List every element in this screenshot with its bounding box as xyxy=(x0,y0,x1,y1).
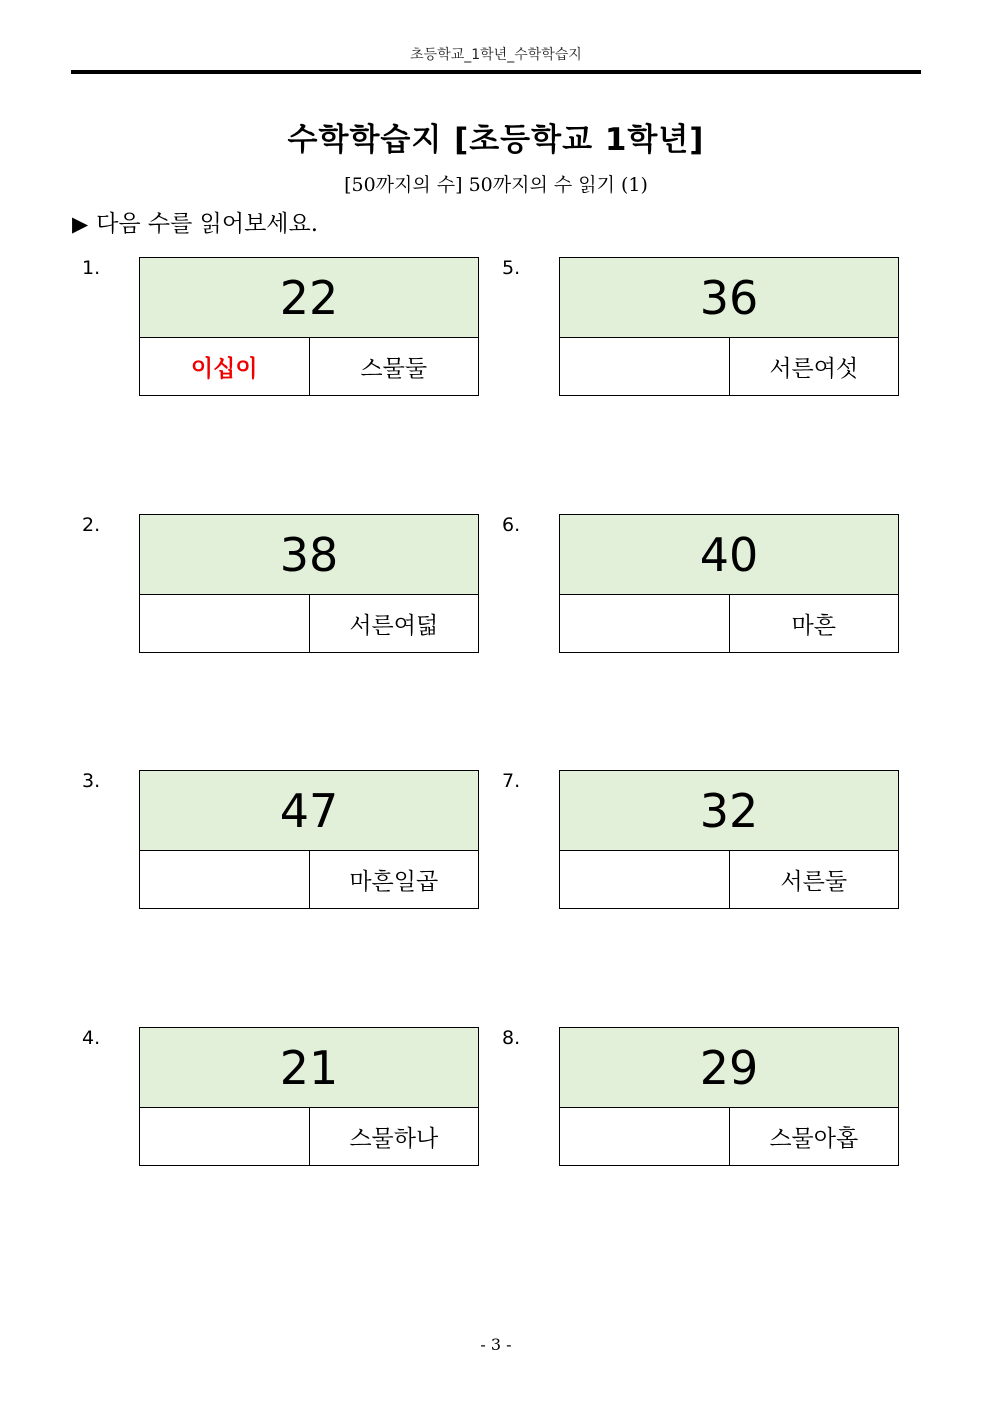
answer-cell[interactable] xyxy=(560,851,730,909)
problem-label: 8. xyxy=(502,1027,521,1049)
problem-label: 7. xyxy=(502,770,521,792)
problem-label: 5. xyxy=(502,257,521,279)
reading-cell: 마흔일곱 xyxy=(309,851,479,909)
problem-3 xyxy=(71,770,491,910)
number-cell: 38 xyxy=(140,515,479,595)
problem-label: 6. xyxy=(502,514,521,536)
number-card xyxy=(559,770,899,909)
answer-cell[interactable] xyxy=(140,1108,310,1166)
arrow-icon: ▶ xyxy=(72,212,89,236)
reading-cell: 서른여덟 xyxy=(309,595,479,653)
problem-1 xyxy=(71,257,491,397)
number-cell: 47 xyxy=(140,771,479,851)
page-title: 수학학습지 [초등학교 1학년] xyxy=(287,122,705,158)
number-cell: 29 xyxy=(560,1028,899,1108)
number-card xyxy=(559,257,899,396)
number-cell: 32 xyxy=(560,771,899,851)
problem-label: 4. xyxy=(82,1027,101,1049)
answer-cell[interactable]: 이십이 xyxy=(140,338,310,396)
reading-cell: 스물아홉 xyxy=(729,1108,899,1166)
reading-cell: 서른여섯 xyxy=(729,338,899,396)
number-cell: 36 xyxy=(560,258,899,338)
problem-5 xyxy=(491,257,911,397)
reading-cell: 스물둘 xyxy=(309,338,479,396)
answer-cell[interactable] xyxy=(140,851,310,909)
number-cell: 22 xyxy=(140,258,479,338)
number-card xyxy=(559,514,899,653)
number-card xyxy=(139,257,479,396)
instruction xyxy=(72,205,318,238)
answer-cell[interactable] xyxy=(140,595,310,653)
problem-8 xyxy=(491,1027,911,1167)
number-cell: 21 xyxy=(140,1028,479,1108)
page-header-text: 초등학교_1학년_수학학습지 xyxy=(410,47,582,63)
number-card xyxy=(139,770,479,909)
number-card xyxy=(139,514,479,653)
reading-cell: 서른둘 xyxy=(729,851,899,909)
problem-label: 3. xyxy=(82,770,101,792)
number-card xyxy=(139,1027,479,1166)
page-number: - 3 - xyxy=(480,1335,512,1354)
reading-cell: 마흔 xyxy=(729,595,899,653)
problem-4 xyxy=(71,1027,491,1167)
answer-cell[interactable] xyxy=(560,1108,730,1166)
answer-cell[interactable] xyxy=(560,338,730,396)
header-rule xyxy=(71,70,921,74)
problem-label: 1. xyxy=(82,257,101,279)
problem-label: 2. xyxy=(82,514,101,536)
number-cell: 40 xyxy=(560,515,899,595)
reading-cell: 스물하나 xyxy=(309,1108,479,1166)
problem-2 xyxy=(71,514,491,654)
problem-7 xyxy=(491,770,911,910)
page-subtitle: [50까지의 수] 50까지의 수 읽기 (1) xyxy=(344,174,648,196)
number-card xyxy=(559,1027,899,1166)
problem-6 xyxy=(491,514,911,654)
answer-cell[interactable] xyxy=(560,595,730,653)
instruction-text: 다음 수를 읽어보세요. xyxy=(96,211,319,237)
